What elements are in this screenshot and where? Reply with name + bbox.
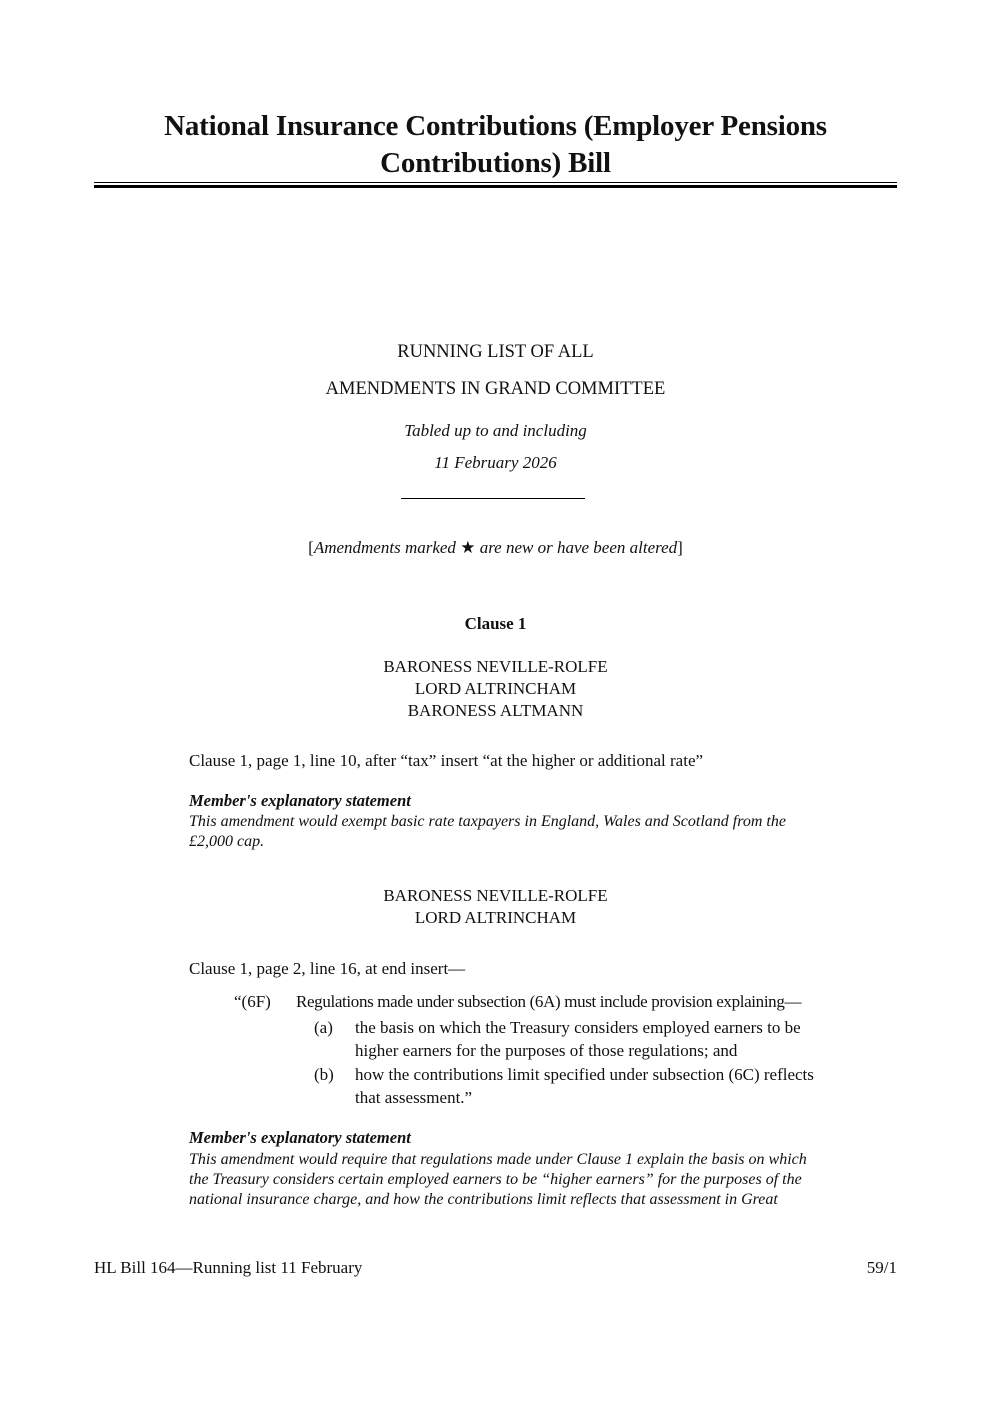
- star-note: [Amendments marked ★ are new or have been altered]: [308, 538, 683, 557]
- amendment-2-statement: This amendment would require that regulations made under Clause 1 explain the basis on which the Treasury considers certain employed earners to be “higher earners” for the purposes of the national insurance charge, and how the contributions limit reflects that assessment in Great: [189, 1151, 807, 1208]
- member-name: LORD ALTRINCHAM: [414, 908, 577, 927]
- amendment-2-text: Clause 1, page 2, line 16, at end insert—: [189, 959, 466, 978]
- bill-title: [94, 108, 897, 182]
- section-divider: [401, 498, 585, 499]
- running-list-heading-1: RUNNING LIST OF ALL: [397, 342, 594, 362]
- item-a-text: the basis on which the Treasury considers employed earners to be higher earners for the purposes of those regulations; and: [355, 1018, 801, 1060]
- clause-heading: Clause 1: [464, 614, 527, 633]
- running-list-heading-2: AMENDMENTS IN GRAND COMMITTEE: [325, 379, 666, 399]
- footer-page-number: 59/1: [866, 1258, 897, 1277]
- tabled-line-1: Tabled up to and including: [404, 421, 587, 440]
- amendment-1-members: [0, 656, 991, 722]
- amendment-2-members: [0, 885, 991, 929]
- footer-bill-reference: HL Bill 164—Running list 11 February: [94, 1258, 363, 1277]
- title-double-rule: [94, 182, 897, 188]
- amendment-1-text: Clause 1, page 1, line 10, after “tax” insert “at the higher or additional rate”: [189, 751, 704, 770]
- amendment-2-statement-heading: Member's explanatory statement: [189, 1128, 411, 1147]
- member-name: LORD ALTRINCHAM: [414, 679, 577, 698]
- tabled-date: 11 February 2026: [434, 453, 557, 472]
- bill-title-line-2: Contributions) Bill: [380, 147, 611, 179]
- item-a-label: (a): [314, 1018, 333, 1037]
- amendment-1-statement: This amendment would exempt basic rate taxpayers in England, Wales and Scotland from the £2,000 cap.: [189, 813, 786, 850]
- item-b-label: (b): [314, 1065, 334, 1084]
- member-name: BARONESS NEVILLE-ROLFE: [383, 886, 608, 905]
- amendment-1-statement-heading: Member's explanatory statement: [189, 791, 411, 810]
- item-b-text: how the contributions limit specified under subsection (6C) reflects that assessment.”: [355, 1065, 814, 1107]
- insert-lead: Regulations made under subsection (6A) must include provision explaining—: [296, 992, 802, 1011]
- insert-label: “(6F): [234, 992, 271, 1011]
- bill-title-line-1: National Insurance Contributions (Employer Pensions: [164, 110, 827, 142]
- member-name: BARONESS ALTMANN: [407, 701, 584, 720]
- star-icon: ★: [460, 538, 476, 557]
- member-name: BARONESS NEVILLE-ROLFE: [383, 657, 608, 676]
